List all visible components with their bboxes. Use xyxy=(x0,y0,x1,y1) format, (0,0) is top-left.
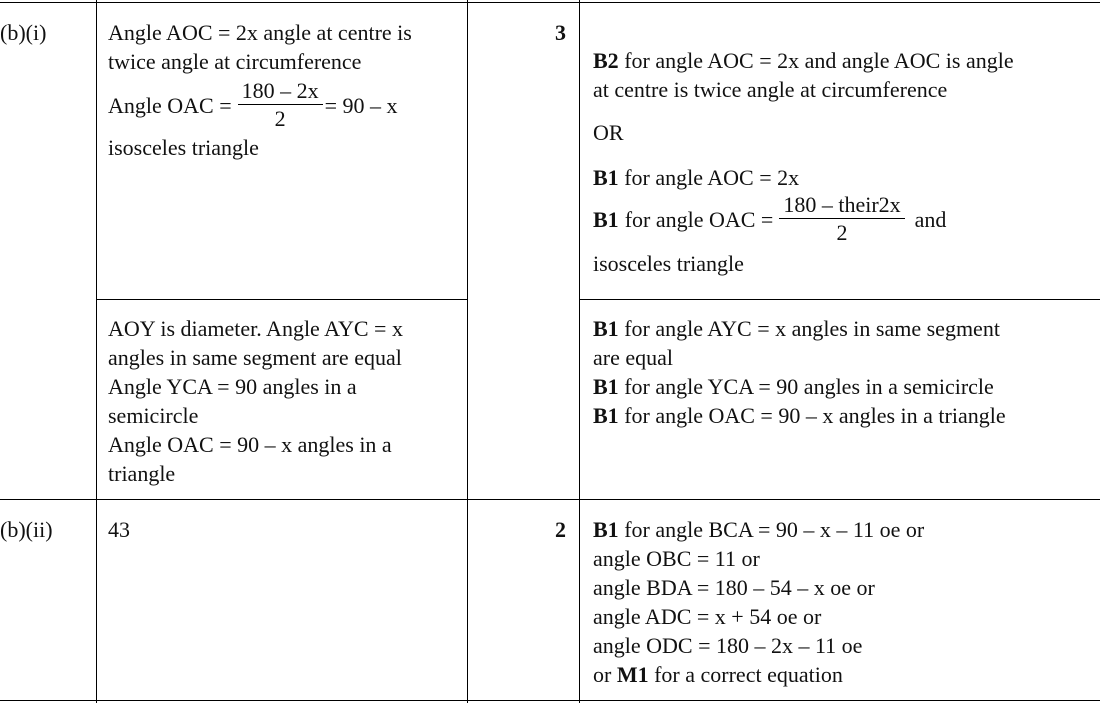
guidance-text: and xyxy=(914,207,947,232)
fraction xyxy=(238,78,323,133)
row-divider-main xyxy=(0,499,1100,500)
working-line: semicircle xyxy=(108,403,199,428)
mark-code: M1 xyxy=(616,662,649,687)
working-method-2 xyxy=(108,314,463,488)
marks-b-i: 3 xyxy=(555,20,566,45)
working-line: angles in same segment are equal xyxy=(108,345,402,370)
answer-b-ii: 43 xyxy=(108,517,130,542)
fraction xyxy=(779,192,904,247)
guidance-fraction-line xyxy=(593,192,1093,247)
guidance-text: for angle AOC = 2x xyxy=(624,165,800,190)
guidance-text: for angle OAC = 90 – x angles in a triangle xyxy=(624,403,1006,428)
working-line: twice angle at circumference xyxy=(108,49,362,74)
fraction-line xyxy=(108,78,463,133)
guidance-text: for angle AYC = x angles in same segment xyxy=(624,316,1000,341)
col-divider-1 xyxy=(96,0,97,703)
bottom-border xyxy=(0,700,1100,701)
guidance-line xyxy=(593,46,1093,75)
marks-b-ii: 2 xyxy=(555,517,566,542)
guidance-line xyxy=(593,372,1093,401)
guidance-text: or xyxy=(593,662,612,687)
guidance-line xyxy=(593,515,1093,544)
mark-code: B2 xyxy=(593,48,619,73)
part-label-b-ii: (b)(ii) xyxy=(0,517,53,542)
fraction-denominator: 2 xyxy=(274,106,286,131)
fraction-numerator: 180 – their2x xyxy=(779,192,904,219)
top-border xyxy=(0,2,1100,3)
col-divider-3 xyxy=(579,0,580,703)
fraction-denominator: 2 xyxy=(836,220,848,245)
guidance-line xyxy=(593,660,1093,689)
row-divider-inner-guidance xyxy=(579,299,1100,300)
guidance-line xyxy=(593,401,1093,430)
mark-code: B1 xyxy=(593,517,619,542)
guidance-line: at centre is twice angle at circumference xyxy=(593,77,948,102)
guidance-line: OR xyxy=(593,120,624,145)
guidance-line: are equal xyxy=(593,345,673,370)
mark-code: B1 xyxy=(593,207,619,232)
guidance-b-i-method-2 xyxy=(593,314,1093,430)
fraction-prefix: Angle OAC = xyxy=(108,93,232,118)
row-divider-inner xyxy=(96,299,467,300)
guidance-b-i-method-1 xyxy=(593,46,1093,278)
guidance-line: angle OBC = 11 or xyxy=(593,546,760,571)
guidance-line: isosceles triangle xyxy=(593,251,744,276)
guidance-b-ii xyxy=(593,515,1093,689)
guidance-text: for a correct equation xyxy=(654,662,843,687)
working-line: isosceles triangle xyxy=(108,135,259,160)
working-line: triangle xyxy=(108,461,176,486)
guidance-line: angle ODC = 180 – 2x – 11 oe xyxy=(593,633,863,658)
mark-code: B1 xyxy=(593,316,619,341)
guidance-text: for angle OAC = xyxy=(624,207,774,232)
working-method-1 xyxy=(108,18,463,162)
guidance-text: for angle AOC = 2x and angle AOC is angle xyxy=(624,48,1014,73)
part-label-b-i: (b)(i) xyxy=(0,20,47,45)
col-divider-2 xyxy=(467,0,468,703)
working-line: Angle OAC = 90 – x angles in a xyxy=(108,432,392,457)
guidance-line xyxy=(593,163,1093,192)
working-line: AOY is diameter. Angle AYC = x xyxy=(108,316,403,341)
mark-code: B1 xyxy=(593,374,619,399)
guidance-text: for angle YCA = 90 angles in a semicircle xyxy=(624,374,994,399)
mark-code: B1 xyxy=(593,165,619,190)
fraction-numerator: 180 – 2x xyxy=(238,78,323,105)
mark-code: B1 xyxy=(593,403,619,428)
guidance-line: angle BDA = 180 – 54 – x oe or xyxy=(593,575,875,600)
fraction-suffix: = 90 – x xyxy=(324,93,398,118)
working-line: Angle AOC = 2x angle at centre is xyxy=(108,20,412,45)
guidance-text: for angle BCA = 90 – x – 11 oe or xyxy=(624,517,925,542)
guidance-line xyxy=(593,314,1093,343)
working-line: Angle YCA = 90 angles in a xyxy=(108,374,357,399)
guidance-line: angle ADC = x + 54 oe or xyxy=(593,604,822,629)
